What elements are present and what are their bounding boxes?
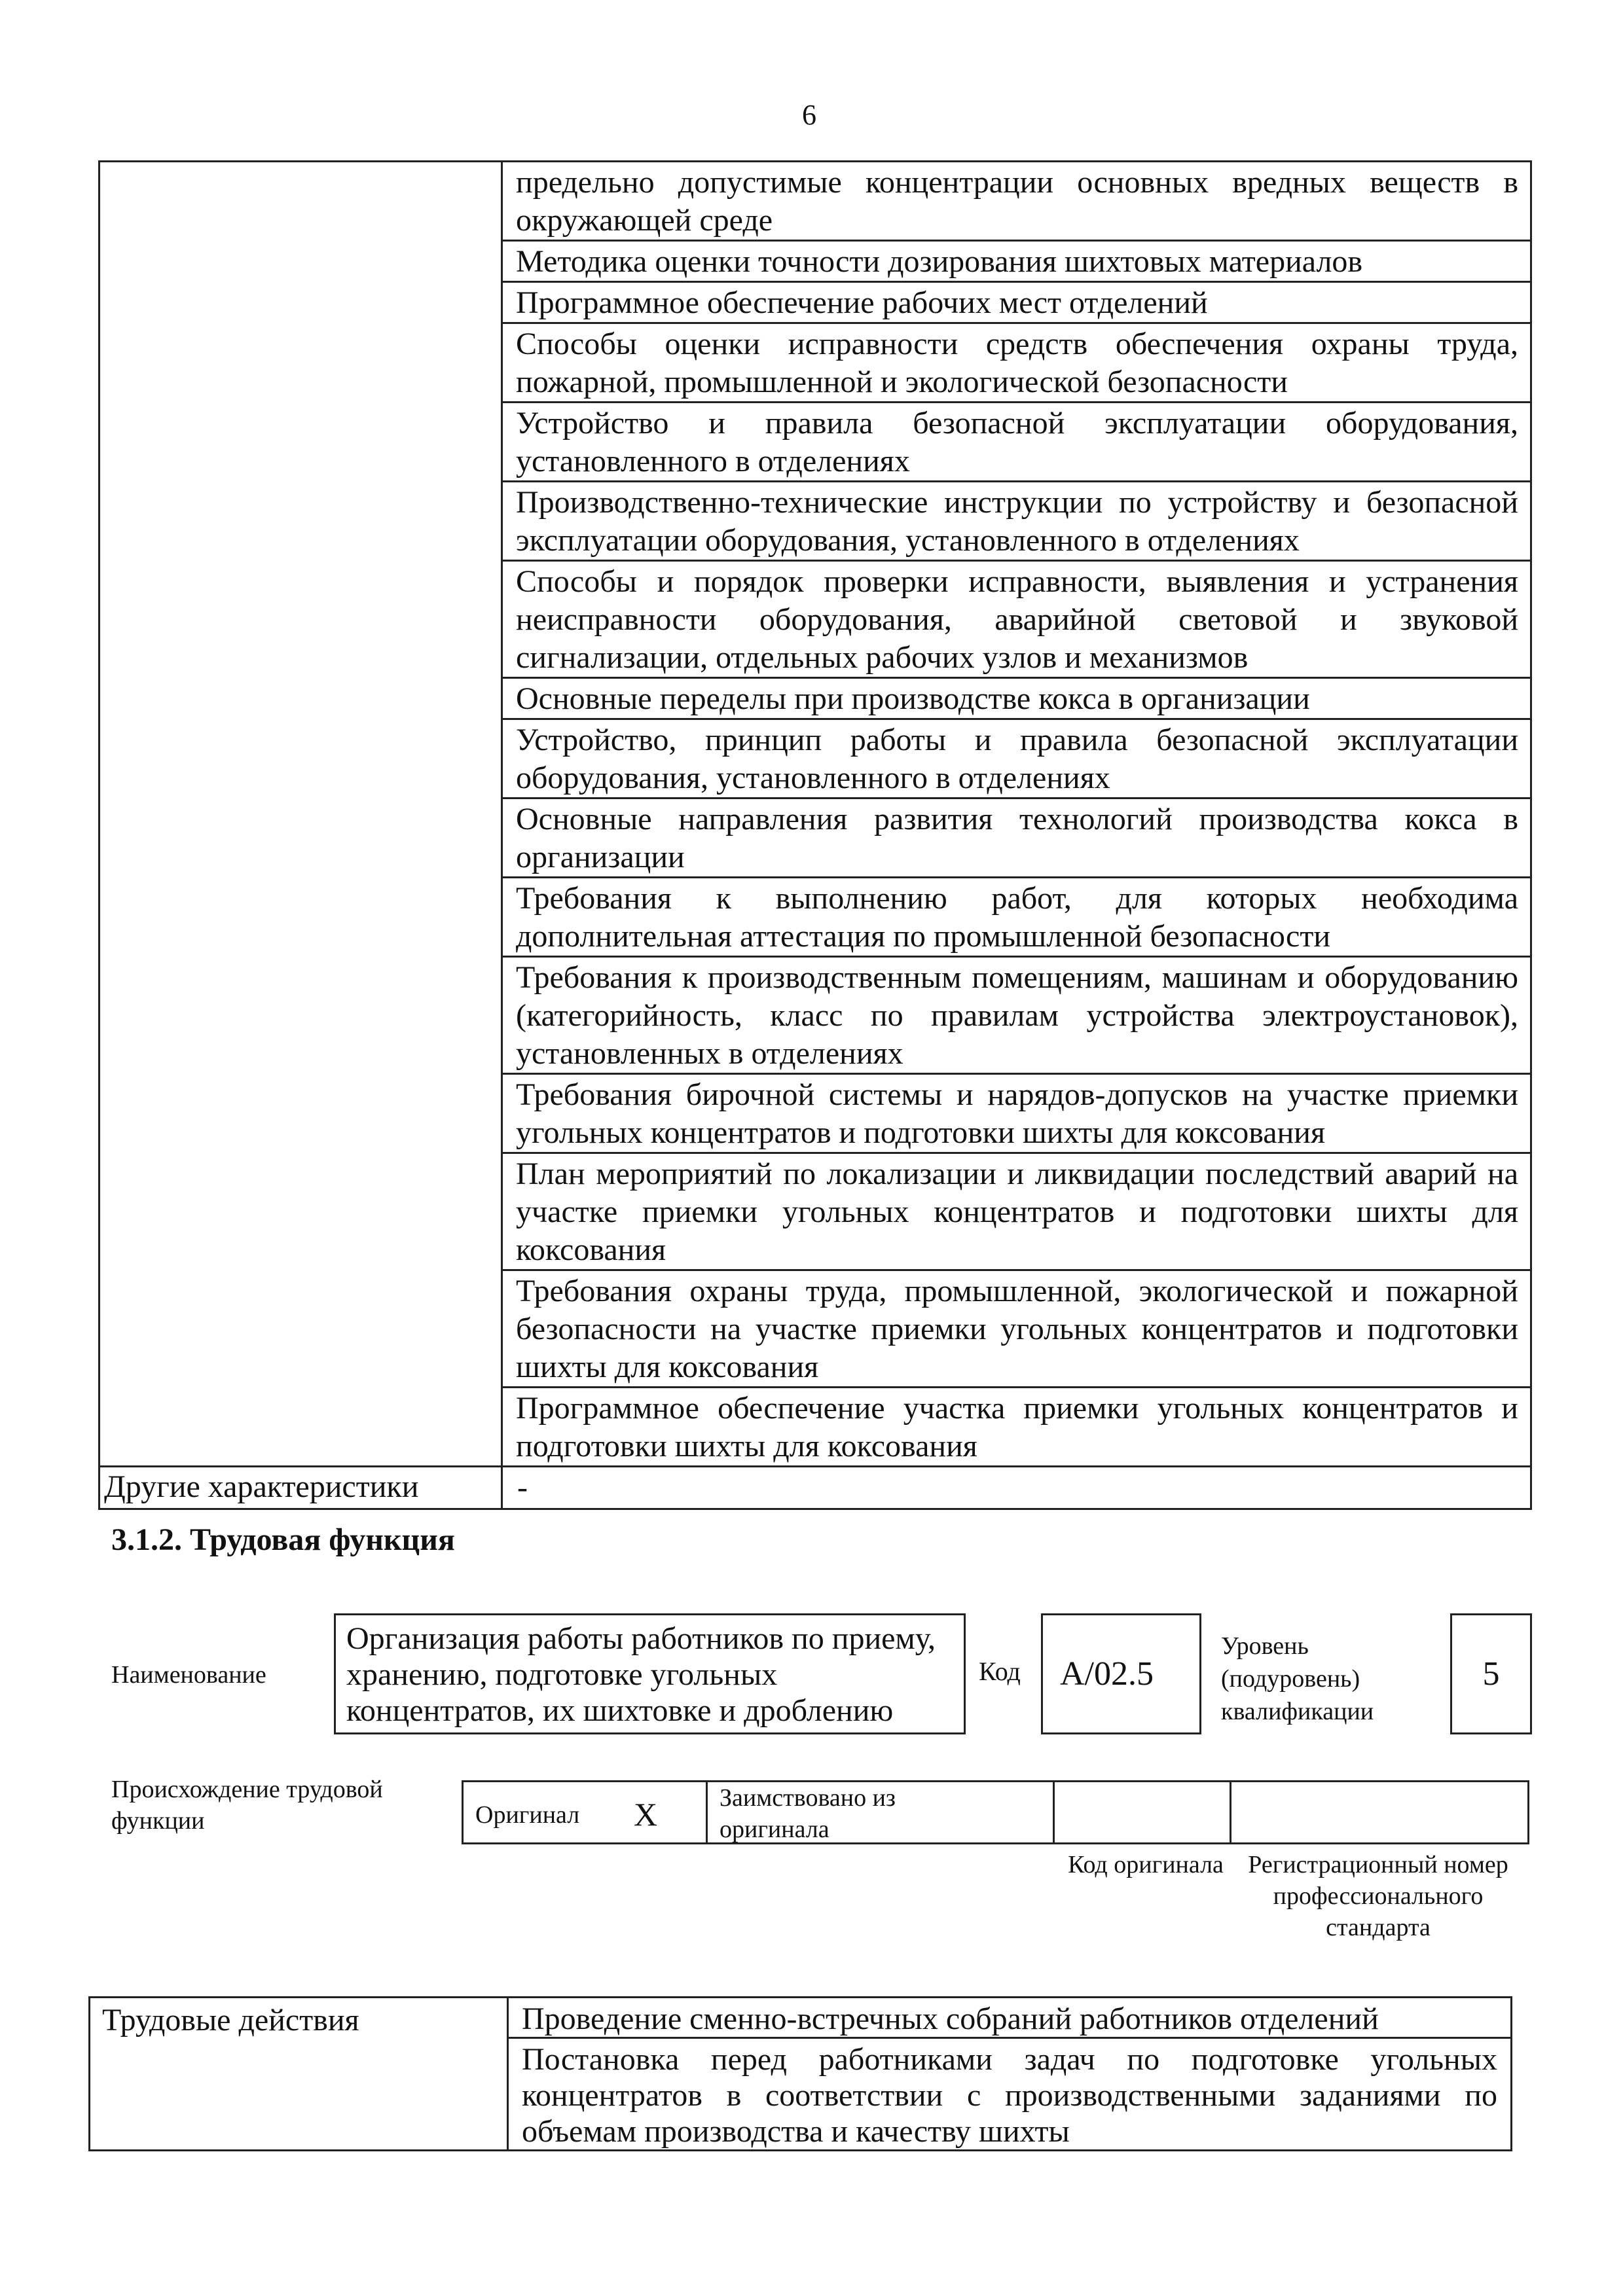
section-title: 3.1.2. Трудовая функция xyxy=(111,1522,455,1557)
action-item: Проведение сменно-встречных собраний работников отделений xyxy=(508,1998,1512,2038)
knowledge-item: Основные направления развития технологий производства кокса в организации xyxy=(502,798,1531,878)
function-name-label: Наименование xyxy=(111,1661,266,1689)
actions-label: Трудовые действия xyxy=(90,1998,508,2151)
borrowed-label: Заимствовано из оригинала xyxy=(720,1784,896,1843)
origin-label: Происхождение трудовой функции xyxy=(111,1776,383,1835)
other-characteristics-row xyxy=(100,1467,1531,1509)
knowledge-body xyxy=(100,162,1531,1509)
origin-borrowed-cell xyxy=(708,1782,1055,1842)
knowledge-item: Методика оценки точности дозирования шихтовых материалов xyxy=(502,241,1531,282)
knowledge-item: Программное обеспечение участка приемки угольных концентратов и подготовки шихты для коксования xyxy=(502,1388,1531,1467)
level-box: 5 xyxy=(1450,1613,1532,1734)
original-label: Оригинал xyxy=(475,1801,580,1829)
original-mark: X xyxy=(634,1796,658,1833)
knowledge-item: Требования бирочной системы и нарядов-допусков на участке приемки угольных концентратов и подготовки шихты для коксования xyxy=(502,1074,1531,1153)
reg-number-label: Регистрационный номер профессионального стандарта xyxy=(1248,1851,1508,1941)
knowledge-table xyxy=(98,160,1532,1510)
knowledge-item: Устройство и правила безопасной эксплуатации оборудования, установленного в отделениях xyxy=(502,403,1531,482)
origin-reg-number-cell xyxy=(1231,1782,1527,1842)
table-row xyxy=(90,1998,1512,2038)
knowledge-item: Способы оценки исправности средств обеспечения охраны труда, пожарной, промышленной и экологической безопасности xyxy=(502,323,1531,403)
knowledge-item: План мероприятий по локализации и ликвидации последствий аварий на участке приемки угольных концентратов и подготовки шихты для коксования xyxy=(502,1153,1531,1270)
origin-table xyxy=(462,1780,1529,1844)
knowledge-item: предельно допустимые концентрации основных вредных веществ в окружающей среде xyxy=(502,162,1531,241)
knowledge-item: Устройство, принцип работы и правила безопасной эксплуатации оборудования, установленного в отделениях xyxy=(502,719,1531,798)
code-box: А/02.5 xyxy=(1041,1613,1201,1734)
code-original-label: Код оригинала xyxy=(1068,1851,1224,1878)
function-name-box: Организация работы работников по приему, хранению, подготовке угольных концентратов, их шихтовке и дроблению xyxy=(334,1613,966,1734)
level-label: Уровень (подуровень) квалификации xyxy=(1221,1632,1374,1725)
actions-table xyxy=(88,1996,1512,2151)
knowledge-item: Требования к производственным помещениям, машинам и оборудованию (категорийность, класс по правилам устройства электроустановок), установленных в отделениях xyxy=(502,957,1531,1074)
knowledge-item: Производственно-технические инструкции по устройству и безопасной эксплуатации оборудования, установленного в отделениях xyxy=(502,482,1531,561)
other-characteristics-label: Другие характеристики xyxy=(100,1467,502,1509)
knowledge-item: Требования к выполнению работ, для которых необходима дополнительная аттестация по промышленной безопасности xyxy=(502,878,1531,957)
code-label: Код xyxy=(979,1657,1021,1686)
action-item: Постановка перед работниками задач по подготовке угольных концентратов в соответствии с производственными заданиями по объемам производства и качеству шихты xyxy=(508,2038,1512,2151)
knowledge-item: Основные переделы при производстве кокса в организации xyxy=(502,678,1531,719)
knowledge-label-cell xyxy=(100,162,502,1467)
origin-code-cell xyxy=(1055,1782,1231,1842)
page-number: 6 xyxy=(802,99,816,131)
knowledge-item: Способы и порядок проверки исправности, выявления и устранения неисправности оборудования, аварийной световой и звуковой сигнализации, отдельных рабочих узлов и механизмов xyxy=(502,561,1531,678)
knowledge-item: Требования охраны труда, промышленной, экологической и пожарной безопасности на участке приемки угольных концентратов и подготовки шихты для коксования xyxy=(502,1270,1531,1388)
origin-original-cell xyxy=(464,1782,708,1842)
table-row xyxy=(100,162,1531,241)
other-characteristics-value: - xyxy=(502,1467,1531,1509)
knowledge-item: Программное обеспечение рабочих мест отделений xyxy=(502,282,1531,323)
